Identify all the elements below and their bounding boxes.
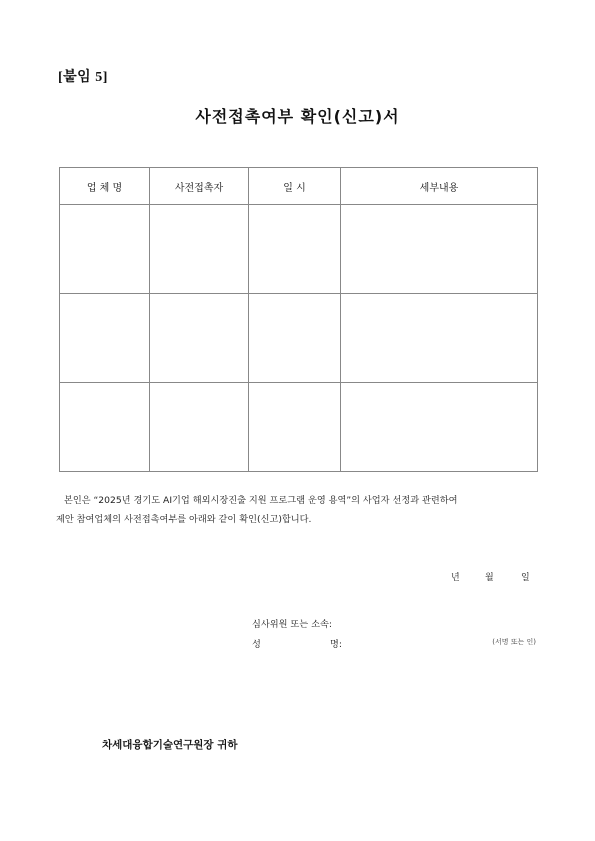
header-company: 업 체 명 xyxy=(60,168,150,205)
table-row xyxy=(60,294,538,383)
cell-company[interactable] xyxy=(60,383,150,472)
date-month-label: 월 xyxy=(485,573,494,583)
statement-line-2: 제안 참여업체의 사전접촉여부를 아래와 같이 확인(신고)합니다. xyxy=(56,514,312,525)
cell-company[interactable] xyxy=(60,205,150,294)
addressee: 차세대융합기술연구원장 귀하 xyxy=(102,739,238,751)
table-header-row xyxy=(60,168,538,205)
cell-contact-person[interactable] xyxy=(150,205,249,294)
header-details: 세부내용 xyxy=(341,168,538,205)
annex-label: [붙임 5] xyxy=(58,70,108,85)
statement-line-1: 본인은 “2025년 경기도 AI기업 해외시장진출 지원 프로그램 운영 용역”의 사업자 선정과 관련하여 xyxy=(64,495,458,506)
cell-contact-person[interactable] xyxy=(150,294,249,383)
cell-datetime[interactable] xyxy=(249,205,341,294)
cell-details[interactable] xyxy=(341,383,538,472)
contact-table xyxy=(59,167,538,472)
name-label-first: 성 xyxy=(252,639,261,650)
date-year-label: 년 xyxy=(451,573,460,583)
cell-contact-person[interactable] xyxy=(150,383,249,472)
cell-datetime[interactable] xyxy=(249,383,341,472)
document-title: 사전접촉여부 확인(신고)서 xyxy=(195,107,400,126)
signature-affiliation-row xyxy=(252,616,542,630)
statement-text xyxy=(56,491,546,529)
header-datetime: 일 시 xyxy=(249,168,341,205)
cell-company[interactable] xyxy=(60,294,150,383)
seal-note: (서명 또는 인) xyxy=(492,638,536,646)
table-row xyxy=(60,205,538,294)
cell-datetime[interactable] xyxy=(249,294,341,383)
header-contact-person: 사전접촉자 xyxy=(150,168,249,205)
date-day-label: 일 xyxy=(521,573,530,583)
name-label-second: 명: xyxy=(330,639,342,650)
table-row xyxy=(60,383,538,472)
affiliation-label: 심사위원 또는 소속: xyxy=(252,619,332,630)
cell-details[interactable] xyxy=(341,205,538,294)
signature-name-row xyxy=(252,636,542,650)
cell-details[interactable] xyxy=(341,294,538,383)
